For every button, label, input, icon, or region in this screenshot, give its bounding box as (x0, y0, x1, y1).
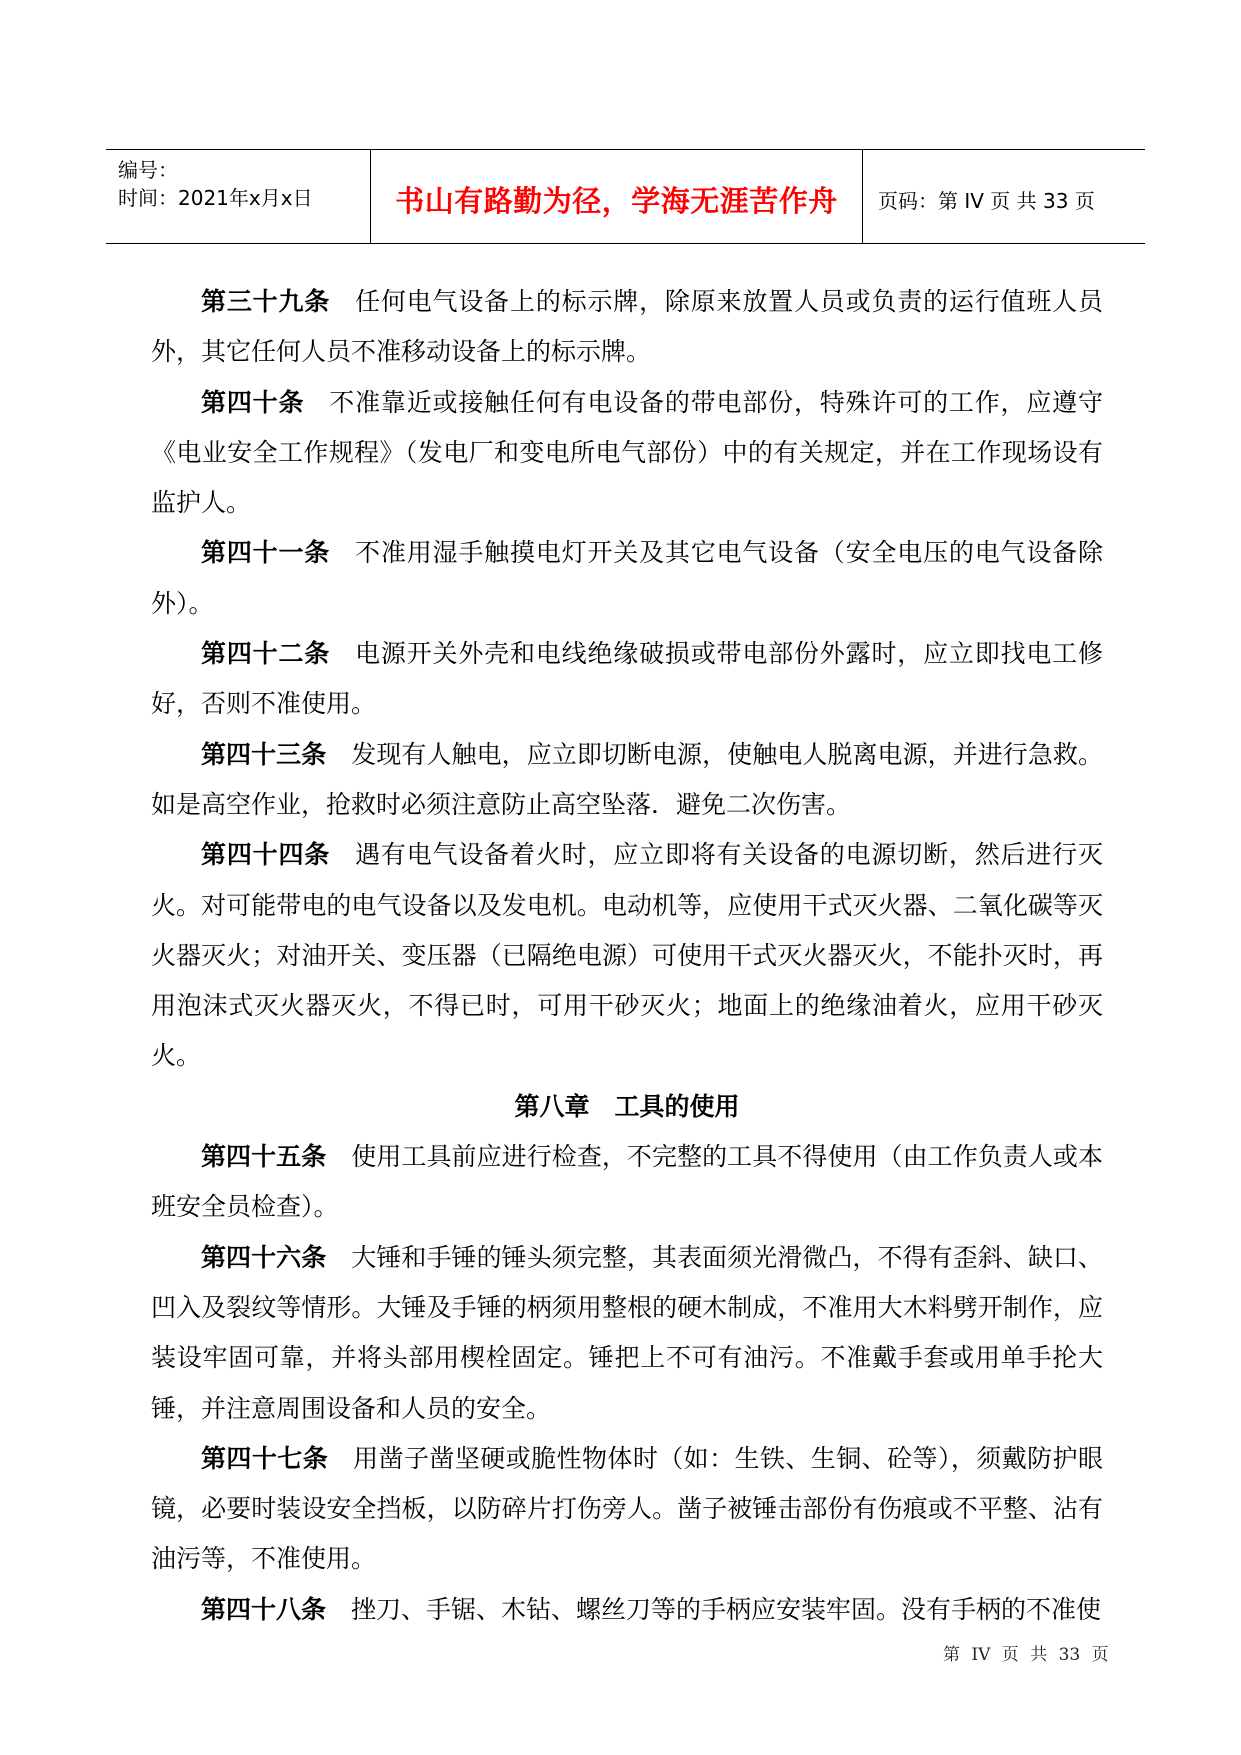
article-label: 第四十二条 (201, 639, 331, 669)
header-motto-cell (370, 150, 863, 243)
articles-group-b (151, 1132, 1103, 1635)
article-label: 第四十七条 (201, 1443, 329, 1473)
article-label: 第四十八条 (201, 1594, 327, 1624)
number-label: 编号： (118, 158, 178, 182)
article-text: 使用工具前应进行检查，不完整的工具不得使用（由工作负责人或本班安全员检查）。 (151, 1142, 1103, 1222)
article-text: 遇有电气设备着火时，应立即将有关设备的电源切断，然后进行灭火。对可能带电的电气设备以及发电机。电动机等，应使用干式灭火器、二氧化碳等灭火器灭火；对油开关、变压器（已隔绝电源）可使用干式灭火器灭火，不能扑灭时，再用泡沫式灭火器灭火，不得已时，可用干砂灭火；地面上的绝缘油着火，应用干砂灭火。 (151, 840, 1103, 1071)
article-paragraph (151, 277, 1103, 378)
header-page-info: 页码：第 IV 页 共 33 页 (878, 189, 1095, 213)
article-label: 第四十一条 (201, 538, 331, 568)
article-paragraph (151, 528, 1103, 629)
article-label: 第四十六条 (201, 1242, 327, 1272)
article-paragraph (151, 1233, 1103, 1434)
article-paragraph (151, 830, 1103, 1081)
article-label: 第三十九条 (201, 287, 331, 316)
footer-page-info: 第 IV 页 共 33 页 (943, 1645, 1109, 1665)
article-paragraph (151, 378, 1103, 529)
document-header (106, 149, 1145, 244)
article-text: 不准靠近或接触任何有电设备的带电部份，特殊许可的工作，应遵守《电业安全工作规程》（发电厂和变电所电气部份）中的有关规定，并在工作现场设有监护人。 (151, 387, 1103, 518)
article-label: 第四十三条 (201, 739, 327, 769)
article-paragraph (151, 629, 1103, 730)
article-text: 任何电气设备上的标示牌，除原来放置人员或负责的运行值班人员外，其它任何人员不准移动设备上的标示牌。 (151, 287, 1103, 367)
motto: 书山有路勤为径，学海无涯苦作舟 (395, 184, 838, 218)
article-label: 第四十五条 (201, 1142, 327, 1172)
header-page-cell (862, 150, 1145, 243)
article-text: 不准用湿手触摸电灯开关及其它电气设备（安全电压的电气设备除外）。 (151, 538, 1103, 618)
article-text: 电源开关外壳和电线绝缘破损或带电部份外露时，应立即找电工修好，否则不准使用。 (151, 639, 1103, 719)
article-paragraph (151, 1132, 1103, 1233)
article-label: 第四十条 (201, 387, 305, 417)
article-text: 挫刀、手锯、木钻、螺丝刀等的手柄应安装牢固。没有手柄的不准使 (351, 1594, 1102, 1624)
document-body (151, 277, 1103, 1635)
chapter-heading: 第八章 工具的使用 (514, 1091, 740, 1121)
article-label: 第四十四条 (201, 840, 331, 870)
time-label: 时间：2021年x月x日 (118, 186, 313, 210)
articles-group-a (151, 277, 1103, 1082)
header-meta-cell (106, 150, 370, 243)
article-text: 发现有人触电，应立即切断电源，使触电人脱离电源，并进行急救。如是高空作业，抢救时必须注意防止高空坠落．避免二次伤害。 (151, 739, 1103, 819)
article-text: 用凿子凿坚硬或脆性物体时（如：生铁、生铜、砼等），须戴防护眼镜，必要时装设安全挡板，以防碎片打伤旁人。凿子被锤击部份有伤痕或不平整、沾有油污等，不准使用。 (151, 1443, 1103, 1574)
article-paragraph (151, 1434, 1103, 1585)
article-paragraph (151, 1585, 1103, 1635)
article-text: 大锤和手锤的锤头须完整，其表面须光滑微凸，不得有歪斜、缺口、凹入及裂纹等情形。大锤及手锤的柄须用整根的硬木制成，不准用大木料劈开制作，应装设牢固可靠，并将头部用楔栓固定。锤把上不可有油污。不准戴手套或用单手抡大锤，并注意周围设备和人员的安全。 (151, 1242, 1103, 1423)
article-paragraph (151, 730, 1103, 831)
